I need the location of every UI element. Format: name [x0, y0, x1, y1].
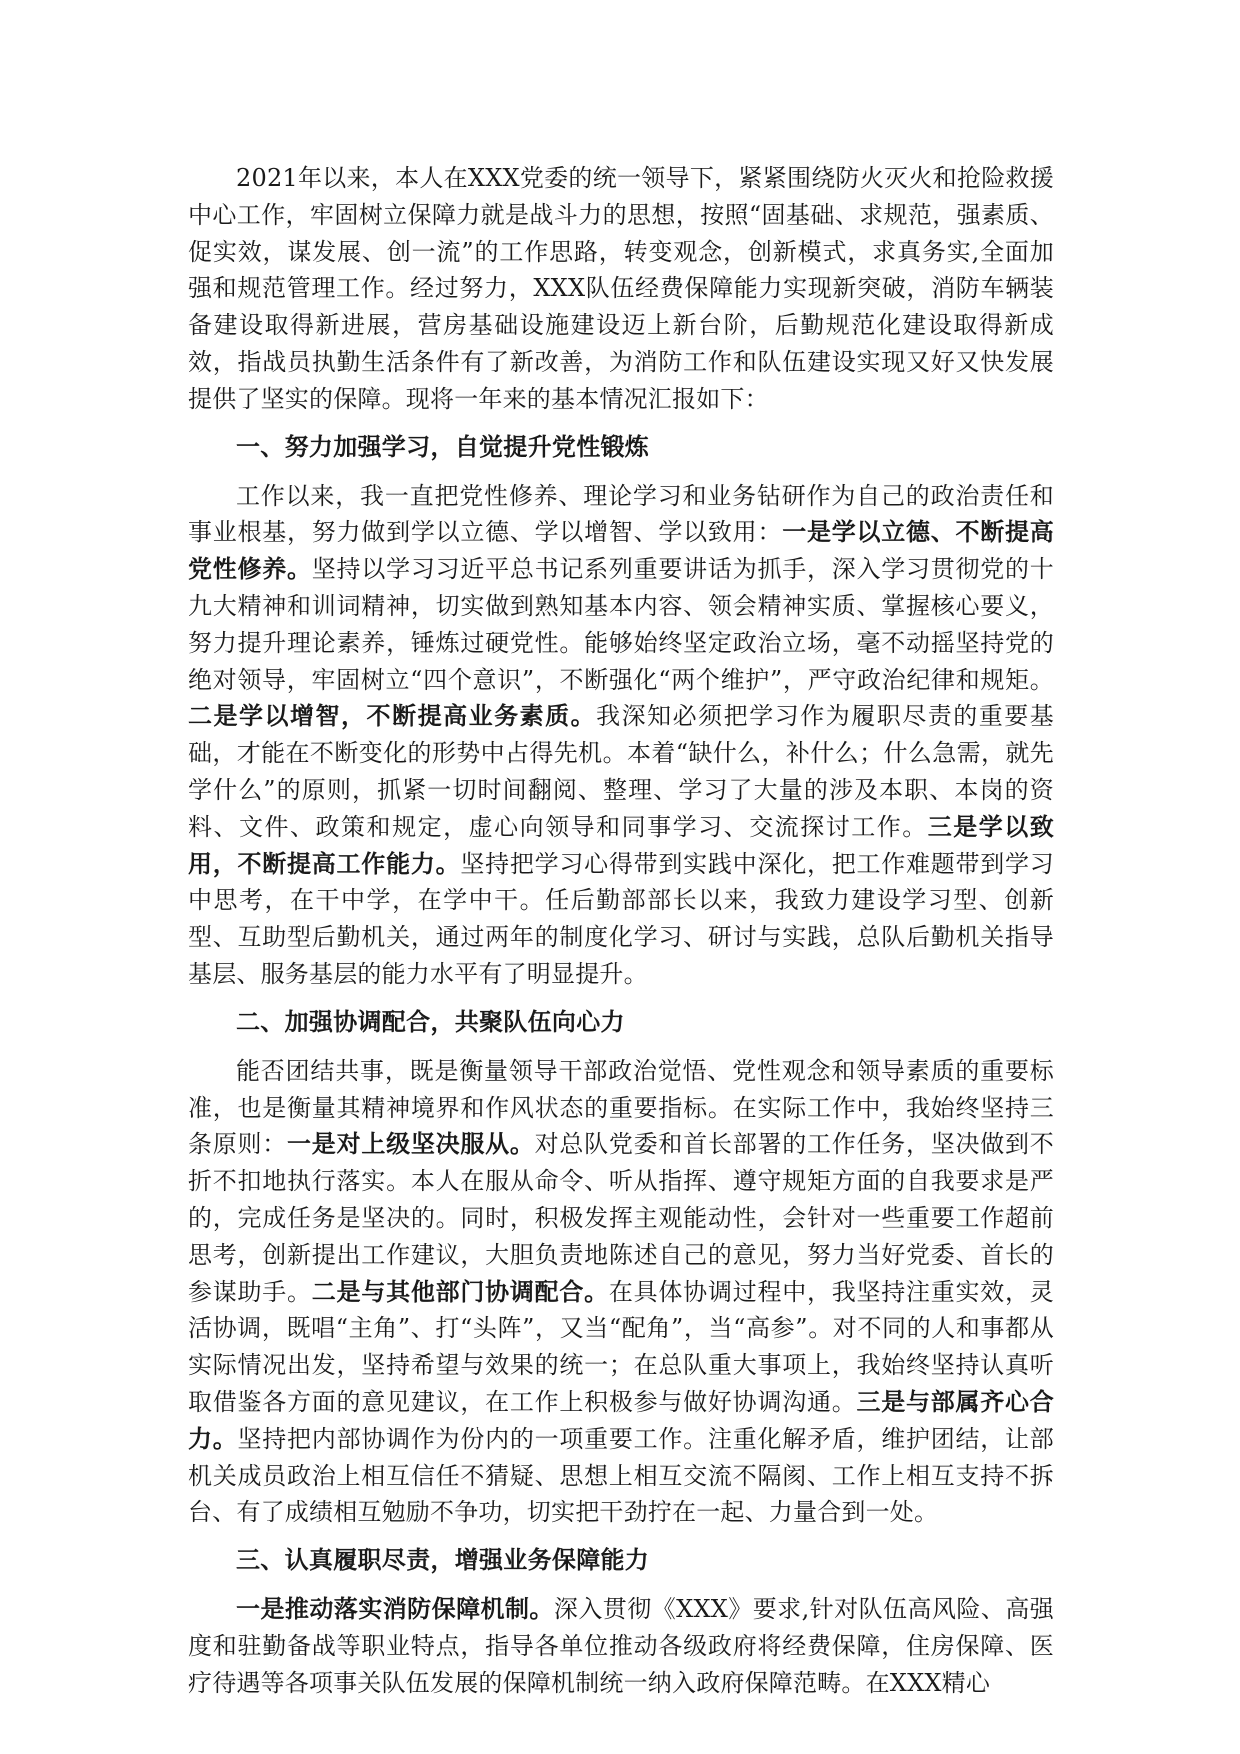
- section-3-heading: 三、认真履职尽责，增强业务保障能力: [236, 1545, 650, 1575]
- section-1-point-2: 二是学以增智，不断提高业务素质。: [188, 701, 597, 731]
- section-2-text-1: 能否团结共事，既是衡量领导干部政治觉悟、党性观念和领导素质的重要标准，也是衡量其精神境界和作风状态的重要指标。在实际工作中，我始终坚持三条原则：: [188, 1056, 1054, 1159]
- section-1-text-3: 我深知必须把学习作为履职尽责的重要基础，才能在不断变化的形势中占得先机。本着“缺什么，补什么；什么急需，就先学什么”的原则，抓紧一切时间翻阅、整理、学习了大量的涉及本职、本岗的资料、文件、政策和规定，虚心向领导和同事学习、交流探讨工作。: [188, 702, 1054, 841]
- section-1-text-1: 工作以来，我一直把党性修养、理论学习和业务钻研作为自己的政治责任和事业根基，努力做到学以立德、学以增智、学以致用：: [188, 481, 1054, 547]
- section-2-text-3: 在具体协调过程中，我坚持注重实效，灵活协调，既唱“主角”、打“头阵”，又当“配角”，当“高参”。对不同的人和事都从实际情况出发，坚持希望与效果的统一；在总队重大事项上，我始终坚持认真听取借鉴各方面的意见建议，在工作上积极参与做好协调沟通。: [188, 1277, 1054, 1416]
- intro-paragraph: 2021年以来，本人在XXX党委的统一领导下，紧紧围绕防火灭火和抢险救援中心工作，牢固树立保障力就是战斗力的思想，按照“固基础、求规范，强素质、促实效，谋发展、创一流”的工作思路，转变观念，创新模式，求真务实,全面加强和规范管理工作。经过努力，XXX队伍经费保障能力实现新突破，消防车辆装备建设取得新进展，营房基础设施建设迈上新台阶，后勤规范化建设取得新成效，指战员执勤生活条件有了新改善，为消防工作和队伍建设实现又好又快发展提供了坚实的保障。现将一年来的基本情况汇报如下：: [188, 164, 1054, 413]
- section-2-point-2: 二是与其他部门协调配合。: [311, 1276, 609, 1306]
- section-3-paragraph: [188, 1591, 1054, 1701]
- section-2-text-2: 对总队党委和首长部署的工作任务，坚决做到不折不扣地执行落实。本人在服从命令、听从指挥、遵守规矩方面的自我要求是严的，完成任务是坚决的。同时，积极发挥主观能动性，会针对一些重要工作超前思考，创新提出工作建议，大胆负责地陈述自己的意见，努力当好党委、首长的参谋助手。: [188, 1130, 1055, 1306]
- document-page: [188, 160, 1054, 1711]
- section-1-paragraph: [188, 478, 1054, 993]
- section-1-text-4: 坚持把学习心得带到实践中深化，把工作难题带到学习中思考，在干中学，在学中干。任后勤部部长以来，我致力建设学习型、创新型、互助型后勤机关，通过两年的制度化学习、研讨与实践，总队后勤机关指导基层、服务基层的能力水平有了明显提升。: [188, 849, 1054, 988]
- section-2-point-1: 一是对上级坚决服从。: [287, 1129, 535, 1159]
- section-1-point-3: 三是学以致用，不断提高工作能力。: [188, 811, 1054, 878]
- section-2-text-4: 坚持把内部协调作为份内的一项重要工作。注重化解矛盾，维护团结，让部机关成员政治上相互信任不猜疑、思想上相互交流不隔阂、工作上相互支持不拆台、有了成绩相互勉励不争功，切实把干劲拧在一起、力量合到一处。: [188, 1424, 1054, 1527]
- section-1-heading: 一、努力加强学习，自觉提升党性锻炼: [236, 431, 650, 461]
- section-2-point-3: 三是与部属齐心合力。: [188, 1386, 1054, 1453]
- section-3-text-1: 深入贯彻《XXX》要求,针对队伍高风险、高强度和驻勤备战等职业特点，指导各单位推动各级政府将经费保障，住房保障、医疗待遇等各项事关队伍发展的保障机制统一纳入政府保障范畴。在XXX精心: [188, 1595, 1054, 1697]
- section-1-text-2: 坚持以学习习近平总书记系列重要讲话为抓手，深入学习贯彻党的十九大精神和训词精神，切实做到熟知基本内容、领会精神实质、掌握核心要义，努力提升理论素养，锤炼过硬党性。能够始终坚定政治立场，毫不动摇坚持党的绝对领导，牢固树立“四个意识”，不断强化“两个维护”，严守政治纪律和规矩。: [188, 555, 1055, 694]
- section-1-point-1: 一是学以立德、不断提高党性修养。: [188, 517, 1054, 584]
- section-2-heading: 二、加强协调配合，共聚队伍向心力: [236, 1006, 625, 1036]
- section-2-paragraph: [188, 1053, 1054, 1531]
- section-3-point-1: 一是推动落实消防保障机制。: [236, 1594, 554, 1624]
